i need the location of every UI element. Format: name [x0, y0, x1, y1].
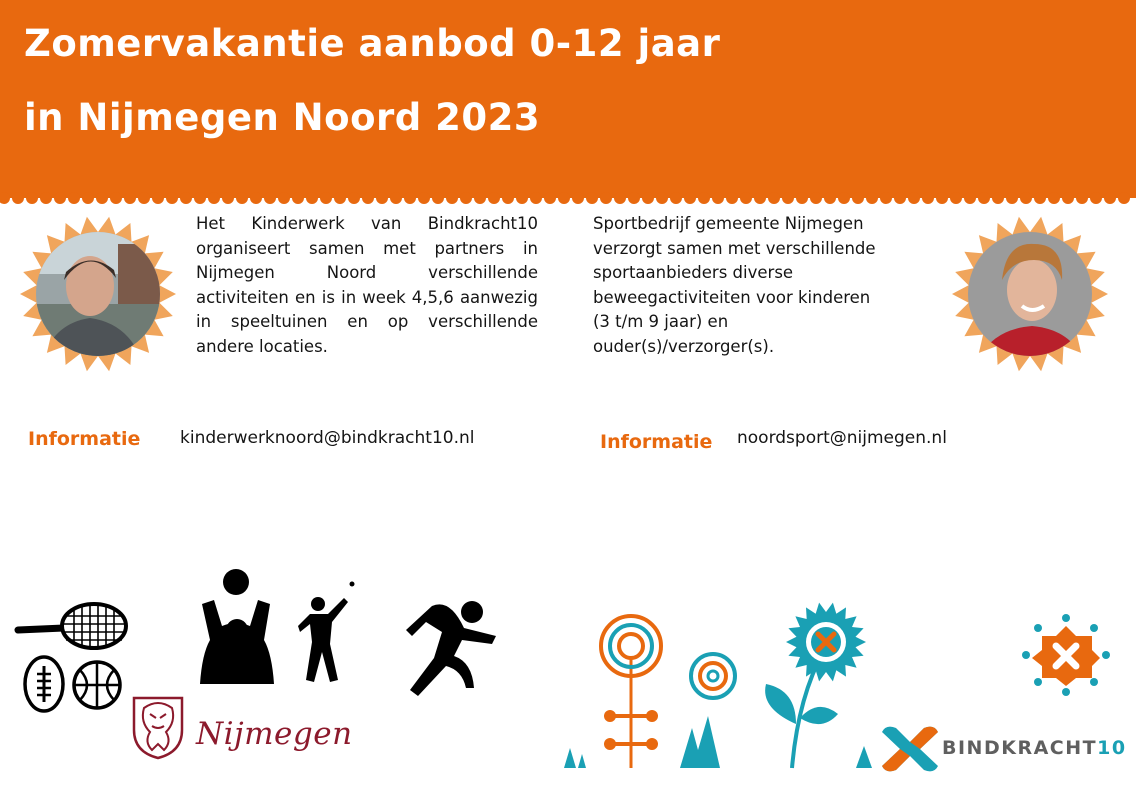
badminton-player-icon: [296, 580, 358, 690]
email-noordsport[interactable]: noordsport@nijmegen.nl: [737, 428, 947, 448]
description-line: sportaanbieders diverse: [593, 263, 794, 282]
title-line-2: in Nijmegen Noord 2023: [24, 96, 541, 139]
description-line: ouder(s)/verzorger(s).: [593, 336, 775, 356]
title-line-1: Zomervakantie aanbod 0-12 jaar: [24, 22, 721, 65]
avatar-kinderwerk: [18, 214, 178, 374]
runner-icon: [388, 596, 500, 700]
description-line: (3 t/m 9 jaar) en: [593, 312, 729, 331]
email-kinderwerk[interactable]: kinderwerknoord@bindkracht10.nl: [180, 428, 475, 448]
bindkracht-suffix: 10: [1097, 737, 1127, 759]
bindkracht-logo-text: [942, 737, 1127, 759]
basketball-icon: [70, 658, 124, 712]
bindkracht-prefix: BINDKRACHT: [942, 737, 1098, 759]
tennis-racket-icon: [12, 600, 132, 660]
banner-scalloped-edge: [0, 190, 1136, 206]
rugby-ball-icon: [20, 654, 68, 714]
header-banner: [0, 0, 1136, 198]
description-line: beweegactiviteiten voor kinderen: [593, 287, 871, 307]
description-line: verzorgt samen met verschillende: [593, 238, 876, 258]
flower-illustration-icon: [560, 598, 880, 778]
avatar-sportbedrijf: [950, 214, 1110, 374]
info-label-right: Informatie: [600, 431, 713, 453]
nijmegen-logo-text: Nijmegen: [196, 716, 353, 752]
sportbedrijf-description: [593, 212, 938, 359]
bindkracht-x-logo-icon: [876, 722, 942, 776]
volleyball-player-icon: [192, 568, 282, 688]
nijmegen-lion-crest-icon: [128, 692, 188, 762]
info-label-left: Informatie: [28, 428, 141, 450]
kinderwerk-description: Het Kinderwerk van Bindkracht10 organiseert samen met partners in Nijmegen Noord verschillende activiteiten en is in week 4,5,6 aanwezig in speeltuinen en op verschillende andere locaties.: [196, 214, 538, 356]
description-line: Sportbedrijf gemeente Nijmegen: [593, 214, 864, 233]
bindkracht-badge-icon: [1020, 612, 1112, 698]
